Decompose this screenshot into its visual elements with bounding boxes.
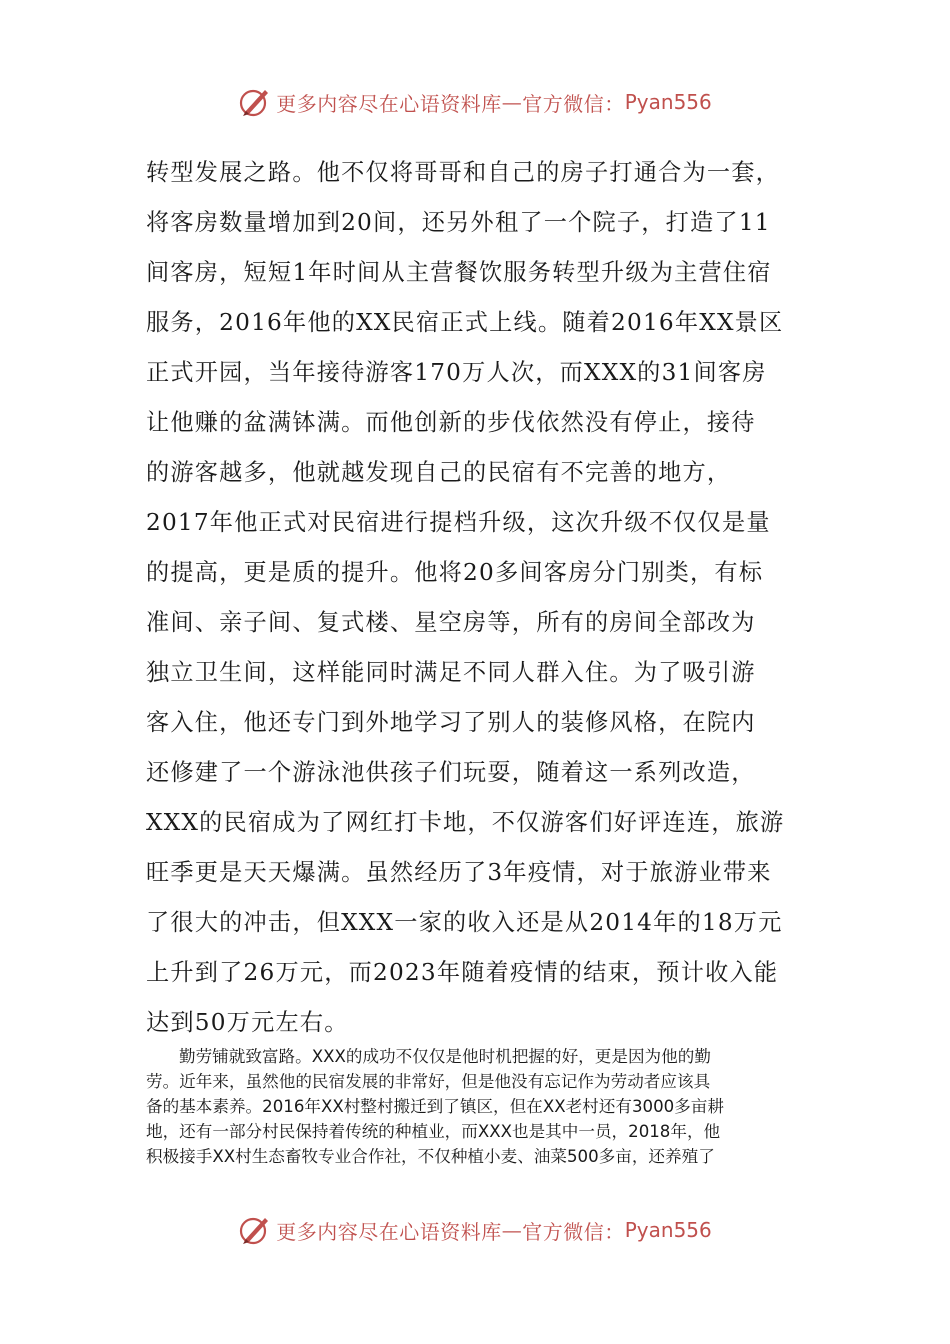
pen-circle-logo-icon (238, 85, 272, 119)
text-line: 客入住，他还专门到外地学习了别人的装修风格，在院内 (146, 709, 756, 736)
text-line: 将客房数量增加到20间，还另外租了一个院子，打造了11 (146, 209, 771, 236)
pen-circle-logo-icon (238, 1213, 272, 1247)
paragraph-main (146, 148, 814, 1048)
banner-dash: — (501, 90, 523, 114)
banner-title: 更多内容尽在心语资料库 (276, 1219, 502, 1244)
text-line: 独立卫生间，这样能同时满足不同人群入住。为了吸引游 (146, 659, 756, 686)
text-line: 准间、亲子间、复式楼、星空房等，所有的房间全部改为 (146, 609, 756, 636)
text-line: 旺季更是天天爆满。虽然经历了3年疫情，对于旅游业带来 (146, 859, 772, 886)
banner-subtitle: 官方微信： (522, 91, 625, 116)
text-line: 达到50万元左右。 (146, 1009, 349, 1036)
text-line: 还修建了一个游泳池供孩子们玩耍，随着这一系列改造， (146, 759, 756, 786)
banner-title: 更多内容尽在心语资料库 (276, 91, 502, 116)
banner-subtitle: 官方微信： (522, 1219, 625, 1244)
text-line: 勤劳铺就致富路。XXX的成功不仅仅是他时机把握的好，更是因为他的勤 (179, 1047, 711, 1066)
text-line: 间客房，短短1年时间从主营餐饮服务转型升级为主营住宿 (146, 259, 772, 286)
text-line: 的游客越多，他就越发现自己的民宿有不完善的地方， (146, 459, 732, 486)
text-line: 让他赚的盆满钵满。而他创新的步伐依然没有停止，接待 (146, 409, 756, 436)
text-line: 了很大的冲击，但XXX一家的收入还是从2014年的18万元 (146, 909, 783, 936)
text-line: 地，还有一部分村民保持着传统的种植业，而XXX也是其中一员，2018年，他 (146, 1122, 721, 1141)
text-line: 上升到了26万元，而2023年随着疫情的结束，预计收入能 (146, 959, 779, 986)
banner-wechat-id: Pyan556 (624, 90, 712, 114)
paragraph-secondary (146, 1044, 814, 1169)
footer-banner (0, 1210, 950, 1250)
banner-dash: — (501, 1218, 523, 1242)
text-line: 正式开园，当年接待游客170万人次，而XXX的31间客房 (146, 359, 767, 386)
text-line: 转型发展之路。他不仅将哥哥和自己的房子打通合为一套， (146, 159, 781, 186)
text-line: 的提高，更是质的提升。他将20多间客房分门别类，有标 (146, 559, 764, 586)
text-line: 备的基本素养。2016年XX村整村搬迁到了镇区，但在XX老村还有3000多亩耕 (146, 1097, 724, 1116)
text-line: 2017年他正式对民宿进行提档升级，这次升级不仅仅是量 (146, 509, 771, 536)
header-banner (0, 82, 950, 122)
text-line: 服务，2016年他的XX民宿正式上线。随着2016年XX景区 (146, 309, 784, 336)
text-line: 劳。近年来，虽然他的民宿发展的非常好，但是他没有忘记作为劳动者应该具 (146, 1072, 711, 1091)
text-line: XXX的民宿成为了网红打卡地，不仅游客们好评连连，旅游 (146, 809, 785, 836)
text-line: 积极接手XX村生态畜牧专业合作社，不仅种植小麦、油菜500多亩，还养殖了 (146, 1147, 715, 1166)
banner-wechat-id: Pyan556 (624, 1218, 712, 1242)
